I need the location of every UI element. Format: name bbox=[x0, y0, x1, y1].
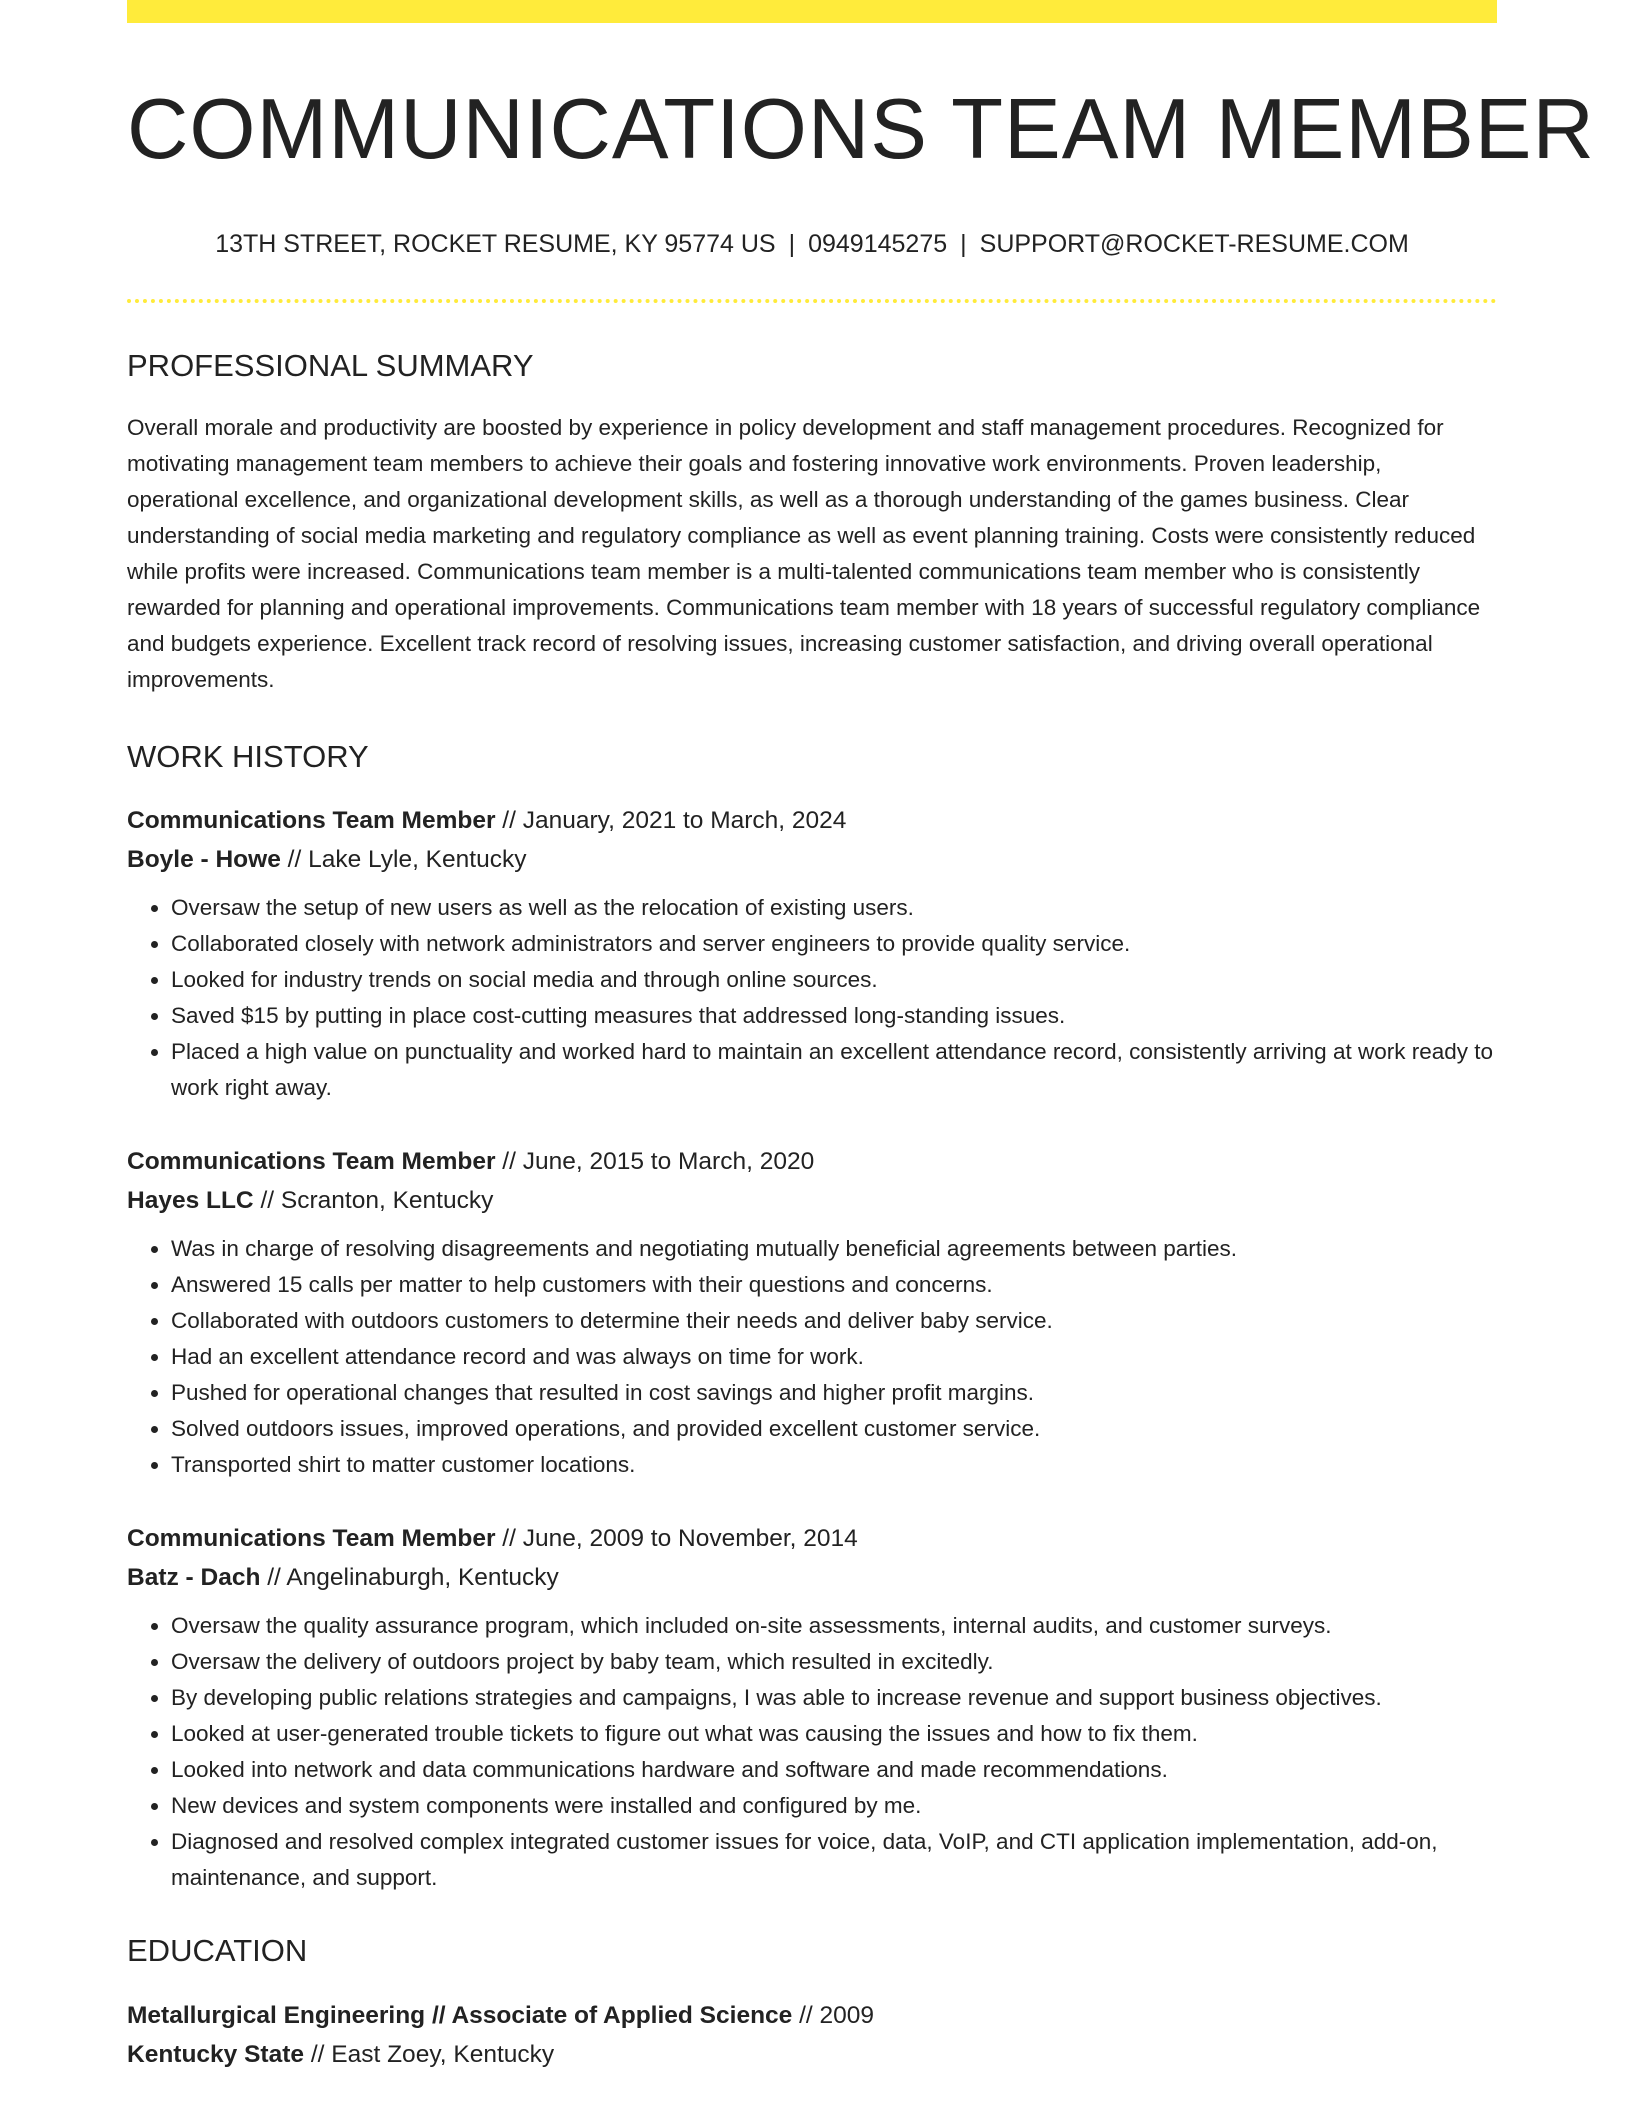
education-degree: Metallurgical Engineering // Associate of Applied Science bbox=[127, 2001, 793, 2029]
education-heading: EDUCATION bbox=[127, 1932, 308, 1968]
job-bullet: • Placed a high value on punctuality and worked hard to maintain an excellent attendance record, consistently arriving at work ready to work right away. bbox=[171, 1034, 1497, 1106]
education-school-line bbox=[127, 2035, 1497, 2074]
location-divider: // bbox=[310, 2040, 325, 2068]
contact-separator: | bbox=[788, 229, 796, 258]
job-bullet: • Oversaw the delivery of outdoors project by baby team, which resulted in excitedly. bbox=[171, 1644, 1497, 1680]
contact-address: 13TH STREET, ROCKET RESUME, KY 95774 US bbox=[215, 229, 776, 258]
location-divider: // bbox=[287, 845, 302, 873]
job-bullet: • Was in charge of resolving disagreements and negotiating mutually beneficial agreements between parties. bbox=[171, 1231, 1497, 1267]
job-location: Lake Lyle, Kentucky bbox=[308, 845, 527, 873]
location-divider: // bbox=[267, 1563, 281, 1591]
date-divider: // bbox=[502, 806, 516, 834]
job-entry bbox=[127, 1142, 1497, 1483]
job-company: Hayes LLC bbox=[127, 1186, 254, 1214]
education-year: 2009 bbox=[819, 2001, 875, 2029]
job-bullet: • Answered 15 calls per matter to help customers with their questions and concerns. bbox=[171, 1267, 1497, 1303]
job-dates: June, 2015 to March, 2020 bbox=[522, 1147, 815, 1175]
resume-page bbox=[127, 0, 1595, 2074]
job-company-line bbox=[127, 1181, 1497, 1220]
education-entry bbox=[127, 1996, 1497, 2074]
work-history-heading: WORK HISTORY bbox=[127, 738, 369, 774]
job-bullets bbox=[127, 1608, 1497, 1896]
dotted-divider bbox=[127, 299, 1497, 303]
job-title-line bbox=[127, 1519, 1497, 1558]
education-degree-line bbox=[127, 1996, 1497, 2035]
work-history-list bbox=[127, 801, 1497, 1896]
job-bullet: • By developing public relations strategies and campaigns, I was able to increase revenue and support business objectives. bbox=[171, 1680, 1497, 1716]
job-bullet: • Oversaw the quality assurance program, which included on-site assessments, internal audits, and customer surveys. bbox=[171, 1608, 1497, 1644]
job-bullet: • Looked into network and data communications hardware and software and made recommendations. bbox=[171, 1752, 1497, 1788]
job-location: Scranton, Kentucky bbox=[280, 1186, 494, 1214]
job-dates: January, 2021 to March, 2024 bbox=[522, 806, 847, 834]
job-bullet: • Had an excellent attendance record and was always on time for work. bbox=[171, 1339, 1497, 1375]
candidate-title: COMMUNICATIONS TEAM MEMBER bbox=[127, 82, 1595, 177]
contact-email[interactable]: SUPPORT@ROCKET-RESUME.COM bbox=[979, 229, 1409, 258]
job-bullet: • Saved $15 by putting in place cost-cutting measures that addressed long-standing issues. bbox=[171, 998, 1497, 1034]
job-bullet: • Looked at user-generated trouble tickets to figure out what was causing the issues and how to fix them. bbox=[171, 1716, 1497, 1752]
job-location: Angelinaburgh, Kentucky bbox=[286, 1563, 559, 1591]
job-bullet: • Diagnosed and resolved complex integrated customer issues for voice, data, VoIP, and CTI application implementation, add-on, maintenance, and support. bbox=[171, 1824, 1497, 1896]
job-bullet: • Solved outdoors issues, improved operations, and provided excellent customer service. bbox=[171, 1411, 1497, 1447]
job-role: Communications Team Member bbox=[127, 1147, 496, 1175]
job-entry bbox=[127, 801, 1497, 1106]
job-bullet: • Transported shirt to matter customer locations. bbox=[171, 1447, 1497, 1483]
top-accent-bar bbox=[127, 0, 1497, 23]
job-bullet: • Collaborated closely with network administrators and server engineers to provide quality service. bbox=[171, 926, 1497, 962]
job-bullet: • Oversaw the setup of new users as well as the relocation of existing users. bbox=[171, 890, 1497, 926]
job-role: Communications Team Member bbox=[127, 806, 496, 834]
contact-separator: | bbox=[960, 229, 967, 258]
date-divider: // bbox=[502, 1147, 516, 1175]
contact-line bbox=[127, 230, 1497, 259]
job-role: Communications Team Member bbox=[127, 1524, 496, 1552]
job-title-line bbox=[127, 801, 1497, 840]
job-bullets bbox=[127, 890, 1497, 1106]
job-company-line bbox=[127, 1558, 1497, 1597]
job-dates: June, 2009 to November, 2014 bbox=[522, 1524, 858, 1552]
contact-phone: 0949145275 bbox=[808, 229, 948, 258]
job-bullets bbox=[127, 1231, 1497, 1483]
job-bullet: • New devices and system components were installed and configured by me. bbox=[171, 1788, 1497, 1824]
job-bullet: • Collaborated with outdoors customers to determine their needs and deliver baby service. bbox=[171, 1303, 1497, 1339]
location-divider: // bbox=[260, 1186, 275, 1214]
job-entry bbox=[127, 1519, 1497, 1896]
job-company: Batz - Dach bbox=[127, 1563, 261, 1591]
job-bullet: • Looked for industry trends on social media and through online sources. bbox=[171, 962, 1497, 998]
date-divider: // bbox=[502, 1524, 516, 1552]
job-company-line bbox=[127, 840, 1497, 879]
summary-text: Overall morale and productivity are boosted by experience in policy development and staff management procedures. Recognized for motivating management team members to achieve their goals and fostering innovative work environments. Proven leadership, operational excellence, and organizational development skills, as well as a thorough understanding of the games business. Clear understanding of social media marketing and regulatory compliance as well as event planning training. Costs were consistently reduced while profits were increased. Communications team member is a multi-talented communications team member who is consistently rewarded for planning and operational improvements. Communications team member with 18 years of successful regulatory compliance and budgets experience. Excellent track record of resolving issues, increasing customer satisfaction, and driving overall operational improvements. bbox=[127, 414, 1481, 692]
job-company: Boyle - Howe bbox=[127, 845, 281, 873]
education-location: East Zoey, Kentucky bbox=[331, 2040, 555, 2068]
date-divider: // bbox=[799, 2001, 813, 2029]
summary-heading: PROFESSIONAL SUMMARY bbox=[127, 347, 534, 383]
education-school: Kentucky State bbox=[127, 2040, 305, 2068]
job-bullet: • Pushed for operational changes that resulted in cost savings and higher profit margins. bbox=[171, 1375, 1497, 1411]
job-title-line bbox=[127, 1142, 1497, 1181]
